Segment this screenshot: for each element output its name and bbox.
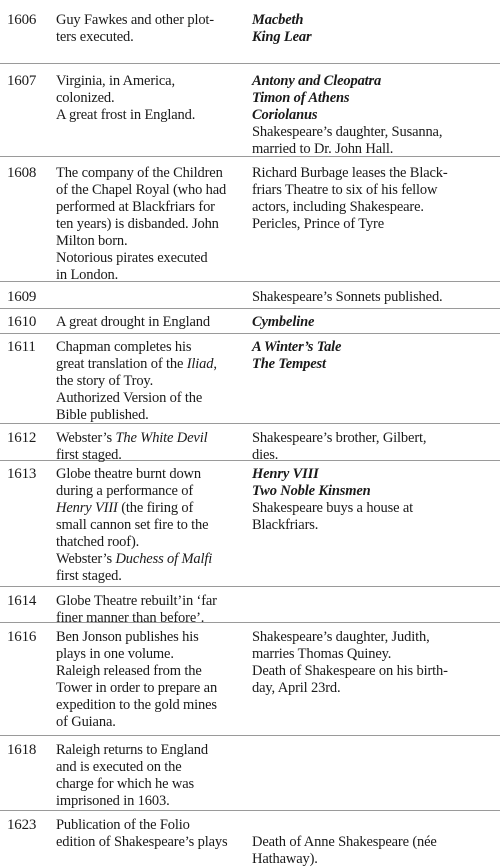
- body-text: Publication of the Folio: [56, 817, 190, 833]
- body-text: Hathaway).: [252, 851, 318, 867]
- world-events-cell: [56, 430, 248, 464]
- text-line: [56, 466, 248, 483]
- body-text: first staged.: [56, 568, 122, 584]
- shakespeare-events-cell: [252, 73, 496, 158]
- body-text: Death of Shakespeare on his birth-: [252, 663, 448, 679]
- body-text: performed at Blackfriars for: [56, 199, 215, 215]
- text-line: [252, 124, 496, 141]
- body-text: Raleigh returns to England: [56, 742, 208, 758]
- text-line: [56, 165, 248, 182]
- text-line: [56, 314, 248, 331]
- text-line: [56, 742, 248, 759]
- text-line: [56, 339, 248, 356]
- text-line: [252, 851, 496, 868]
- body-text: married to Dr. John Hall.: [252, 141, 394, 157]
- text-line: [252, 629, 496, 646]
- chronology-row: [0, 593, 500, 626]
- text-line: [252, 165, 496, 182]
- year-label: 1614: [7, 593, 37, 609]
- text-line: [56, 610, 248, 627]
- year-label: 1616: [7, 629, 37, 645]
- body-text: of the Chapel Royal (who had: [56, 182, 227, 198]
- body-text: Virginia, in America,: [56, 73, 175, 89]
- title-text: Antony and Cleopatra: [252, 73, 382, 89]
- text-line: [252, 73, 496, 90]
- text-line: [252, 663, 496, 680]
- body-text: Shakespeare’s Sonnets published.: [252, 289, 443, 305]
- title-text: Timon of Athens: [252, 90, 350, 106]
- body-text: A great frost in England.: [56, 107, 196, 123]
- year-label: 1618: [7, 742, 37, 758]
- title-text: Coriolanus: [252, 107, 318, 123]
- world-events-cell: [56, 466, 248, 585]
- body-text: day, April 23rd.: [252, 680, 341, 696]
- body-text: Blackfriars.: [252, 517, 319, 533]
- text-line: [56, 267, 248, 284]
- body-text: (the firing of: [117, 500, 194, 516]
- text-line: [252, 107, 496, 124]
- text-line: [252, 356, 496, 373]
- body-text: friars Theatre to six of his fellow: [252, 182, 438, 198]
- body-text: Raleigh released from the: [56, 663, 202, 679]
- chronology-row: [0, 339, 500, 424]
- text-line: [56, 199, 248, 216]
- body-text: imprisoned in 1603.: [56, 793, 170, 809]
- title-text: Duchess of Malfi: [115, 551, 213, 567]
- body-text: Shakespeare’s brother, Gilbert,: [252, 430, 427, 446]
- text-line: [56, 568, 248, 585]
- title-text: The White Devil: [115, 430, 208, 446]
- text-line: [56, 834, 248, 851]
- text-line: [252, 289, 496, 306]
- chronology-row: [0, 165, 500, 282]
- body-text: Milton born.: [56, 233, 128, 249]
- title-text: Henry VIII: [252, 466, 319, 482]
- text-line: [252, 430, 496, 447]
- year-label: 1613: [7, 466, 37, 482]
- title-text: Cymbeline: [252, 314, 315, 330]
- text-line: [56, 250, 248, 267]
- shakespeare-events-cell: [252, 165, 496, 233]
- world-events-cell: [56, 73, 248, 124]
- chronology-row: [0, 73, 500, 157]
- body-text: The company of the Children: [56, 165, 223, 181]
- year-label: 1623: [7, 817, 37, 833]
- world-events-cell: [56, 339, 248, 424]
- body-text: Webster’s: [56, 551, 116, 567]
- text-line: [56, 483, 248, 500]
- text-line: [252, 447, 496, 464]
- title-text: The Tempest: [252, 356, 326, 372]
- shakespeare-events-cell: [252, 339, 496, 373]
- body-text: ,: [213, 356, 217, 372]
- text-line: [56, 680, 248, 697]
- world-events-cell: [56, 817, 248, 851]
- text-line: [56, 776, 248, 793]
- year-label: 1608: [7, 165, 37, 181]
- body-text: actors, including Shakespeare.: [252, 199, 424, 215]
- text-line: [56, 663, 248, 680]
- body-text: ters executed.: [56, 29, 134, 45]
- text-line: [56, 793, 248, 810]
- text-line: [252, 339, 496, 356]
- text-line: [252, 12, 496, 29]
- world-events-cell: [56, 165, 248, 284]
- title-text: Two Noble Kinsmen: [252, 483, 371, 499]
- body-text: Ben Jonson publishes his: [56, 629, 199, 645]
- text-line: [252, 500, 496, 517]
- text-line: [56, 29, 248, 46]
- title-text: Henry VIII: [56, 500, 118, 516]
- text-line: [56, 817, 248, 834]
- text-line: [56, 447, 248, 464]
- body-text: the story of Troy.: [56, 373, 154, 389]
- text-line: [56, 697, 248, 714]
- body-text: Chapman completes his: [56, 339, 192, 355]
- body-text: Webster’s: [56, 430, 116, 446]
- text-line: [252, 646, 496, 663]
- text-line: [56, 500, 248, 517]
- body-text: great translation of the: [56, 356, 187, 372]
- body-text: small cannon set fire to the: [56, 517, 209, 533]
- title-text: Macbeth: [252, 12, 304, 28]
- text-line: [56, 390, 248, 407]
- text-line: [56, 714, 248, 731]
- body-text: colonized.: [56, 90, 115, 106]
- shakespeare-events-cell: [252, 430, 496, 464]
- text-line: [252, 466, 496, 483]
- year-label: 1610: [7, 314, 37, 330]
- text-line: [252, 182, 496, 199]
- text-line: [252, 680, 496, 697]
- text-line: [252, 483, 496, 500]
- chronology-row: [0, 430, 500, 461]
- text-line: [56, 216, 248, 233]
- body-text: ten years) is disbanded. John: [56, 216, 219, 232]
- world-events-cell: [56, 314, 248, 331]
- text-line: [56, 233, 248, 250]
- body-text: Globe Theatre rebuilt’in ‘far: [56, 593, 217, 609]
- text-line: [56, 73, 248, 90]
- body-text: Notorious pirates executed: [56, 250, 208, 266]
- text-line: [252, 216, 496, 233]
- body-text: charge for which he was: [56, 776, 195, 792]
- year-label: 1606: [7, 12, 37, 28]
- text-line: [56, 629, 248, 646]
- text-line: [252, 29, 496, 46]
- shakespeare-events-cell: [252, 466, 496, 534]
- year-label: 1609: [7, 289, 37, 305]
- text-line: [252, 199, 496, 216]
- world-events-cell: [56, 742, 248, 810]
- body-text: expedition to the gold mines: [56, 697, 217, 713]
- chronology-row: [0, 12, 500, 64]
- text-line: [56, 356, 248, 373]
- text-line: [56, 107, 248, 124]
- text-line: [252, 517, 496, 534]
- text-line: [56, 373, 248, 390]
- body-text: edition of Shakespeare’s plays: [56, 834, 228, 850]
- chronology-row: [0, 817, 500, 867]
- shakespeare-events-cell: [252, 314, 496, 331]
- body-text: Shakespeare’s daughter, Susanna,: [252, 124, 443, 140]
- body-text: of Guiana.: [56, 714, 116, 730]
- text-line: [56, 593, 248, 610]
- text-line: [252, 314, 496, 331]
- body-text: Shakespeare’s daughter, Judith,: [252, 629, 430, 645]
- chronology-row: [0, 742, 500, 811]
- shakespeare-events-cell: [252, 12, 496, 46]
- shakespeare-events-cell: [252, 289, 496, 306]
- body-text: and is executed on the: [56, 759, 182, 775]
- body-text: during a performance of: [56, 483, 194, 499]
- body-text: Bible published.: [56, 407, 149, 423]
- text-line: [56, 430, 248, 447]
- body-text: Authorized Version of the: [56, 390, 203, 406]
- shakespeare-events-cell: [252, 629, 496, 697]
- chronology-row: [0, 466, 500, 587]
- body-text: first staged.: [56, 447, 122, 463]
- world-events-cell: [56, 593, 248, 627]
- text-line: [56, 759, 248, 776]
- body-text: A great drought in England: [56, 314, 210, 330]
- text-line: [56, 646, 248, 663]
- world-events-cell: [56, 629, 248, 731]
- body-text: Death of Anne Shakespeare (née: [252, 834, 437, 850]
- chronology-row: [0, 314, 500, 334]
- text-line: [252, 834, 496, 851]
- text-line: [56, 12, 248, 29]
- body-text: finer manner than before’.: [56, 610, 205, 626]
- body-text: Shakespeare buys a house at: [252, 500, 414, 516]
- chronology-row: [0, 289, 500, 309]
- text-line: [56, 551, 248, 568]
- body-text: Pericles, Prince of Tyre: [252, 216, 385, 232]
- title-text: A Winter’s Tale: [252, 339, 342, 355]
- text-line: [56, 534, 248, 551]
- text-line: [252, 817, 496, 834]
- year-label: 1611: [7, 339, 36, 355]
- shakespeare-events-cell: [252, 817, 496, 868]
- chronology-row: [0, 629, 500, 736]
- body-text: Richard Burbage leases the Black-: [252, 165, 448, 181]
- world-events-cell: [56, 12, 248, 46]
- body-text: Tower in order to prepare an: [56, 680, 218, 696]
- text-line: [252, 141, 496, 158]
- body-text: Globe theatre burnt down: [56, 466, 201, 482]
- year-label: 1612: [7, 430, 37, 446]
- text-line: [56, 517, 248, 534]
- text-line: [56, 407, 248, 424]
- year-label: 1607: [7, 73, 37, 89]
- title-text: Iliad: [186, 356, 214, 372]
- body-text: plays in one volume.: [56, 646, 174, 662]
- title-text: King Lear: [252, 29, 312, 45]
- body-text: Guy Fawkes and other plot-: [56, 12, 214, 28]
- body-text: marries Thomas Quiney.: [252, 646, 392, 662]
- body-text: dies.: [252, 447, 279, 463]
- body-text: thatched roof).: [56, 534, 140, 550]
- body-text: in London.: [56, 267, 119, 283]
- text-line: [56, 90, 248, 107]
- text-line: [252, 90, 496, 107]
- text-line: [56, 182, 248, 199]
